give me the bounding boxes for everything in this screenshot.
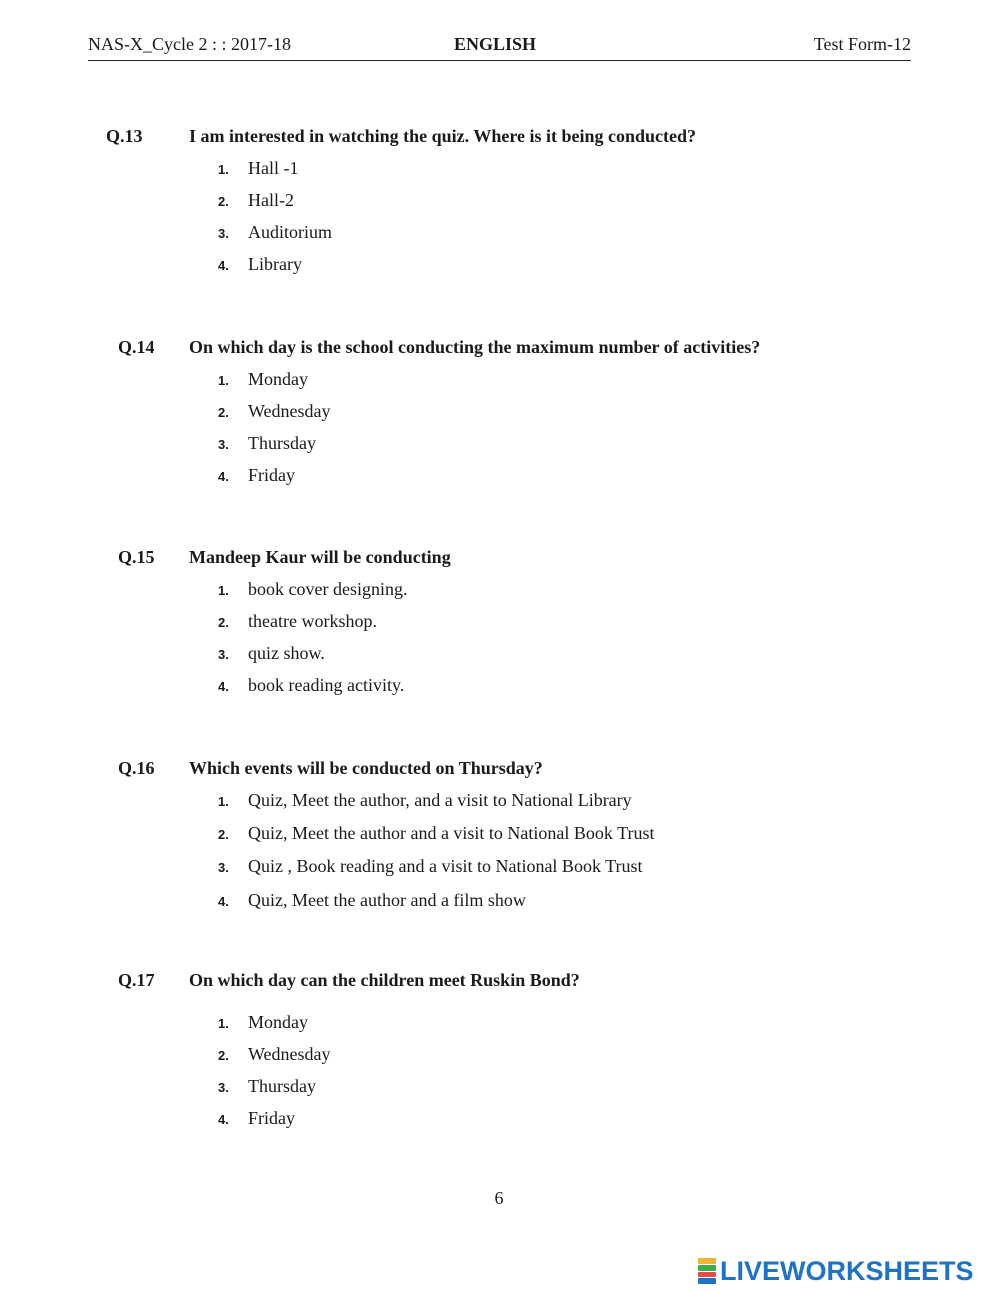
option-text: book cover designing.: [248, 579, 408, 599]
option-text: Quiz , Book reading and a visit to National Book Trust: [248, 856, 643, 876]
question-text: On which day is the school conducting the maximum number of activities?: [189, 337, 761, 357]
page-number: 6: [494, 1188, 504, 1208]
header-test-cycle: NAS-X_Cycle 2 : : 2017-18: [88, 34, 291, 54]
option-text: Hall -1: [248, 158, 299, 178]
option-number: 1.: [218, 373, 229, 388]
option-number: 3.: [218, 1080, 229, 1095]
option-text: Wednesday: [248, 401, 331, 421]
option-text: Quiz, Meet the author, and a visit to National Library: [248, 790, 632, 810]
option-text: Monday: [248, 369, 308, 389]
option-number: 2.: [218, 1048, 229, 1063]
option-number: 2.: [218, 827, 229, 842]
liveworksheets-logo-icon: [698, 1258, 716, 1284]
header-test-form: Test Form-12: [813, 34, 911, 54]
option-number: 1.: [218, 162, 229, 177]
option-text: Monday: [248, 1012, 308, 1032]
option-text: Auditorium: [248, 222, 332, 242]
option-text: Quiz, Meet the author and a film show: [248, 890, 526, 910]
option-number: 4.: [218, 679, 229, 694]
option-text: Thursday: [248, 1076, 316, 1096]
liveworksheets-logo: [698, 1254, 974, 1288]
question-text: I am interested in watching the quiz. Where is it being conducted?: [189, 126, 697, 146]
question-text: Mandeep Kaur will be conducting: [189, 547, 451, 567]
option-number: 1.: [218, 1016, 229, 1031]
option-text: Hall-2: [248, 190, 294, 210]
option-text: Friday: [248, 1108, 295, 1128]
option-number: 3.: [218, 860, 229, 875]
question-number: Q.17: [118, 970, 155, 990]
option-text: Library: [248, 254, 302, 274]
question-number: Q.15: [118, 547, 155, 567]
question-number: Q.16: [118, 758, 155, 778]
option-text: Friday: [248, 465, 295, 485]
option-number: 1.: [218, 794, 229, 809]
option-number: 2.: [218, 615, 229, 630]
logo-text: LIVEWORKSHEETS: [720, 1255, 974, 1286]
option-number: 4.: [218, 258, 229, 273]
option-text: theatre workshop.: [248, 611, 377, 631]
option-number: 3.: [218, 226, 229, 241]
option-number: 4.: [218, 469, 229, 484]
option-number: 2.: [218, 405, 229, 420]
question-number: Q.13: [106, 126, 143, 146]
page-header: [88, 34, 911, 61]
option-text: quiz show.: [248, 643, 325, 663]
option-number: 3.: [218, 647, 229, 662]
question-number: Q.14: [118, 337, 155, 357]
option-number: 4.: [218, 894, 229, 909]
option-text: Wednesday: [248, 1044, 331, 1064]
option-text: Thursday: [248, 433, 316, 453]
option-text: Quiz, Meet the author and a visit to National Book Trust: [248, 823, 655, 843]
option-number: 2.: [218, 194, 229, 209]
header-subject: ENGLISH: [454, 34, 537, 54]
option-text: book reading activity.: [248, 675, 405, 695]
option-number: 3.: [218, 437, 229, 452]
question-text: Which events will be conducted on Thursday?: [189, 758, 543, 778]
option-number: 1.: [218, 583, 229, 598]
question-text: On which day can the children meet Ruskin Bond?: [189, 970, 580, 990]
option-number: 4.: [218, 1112, 229, 1127]
